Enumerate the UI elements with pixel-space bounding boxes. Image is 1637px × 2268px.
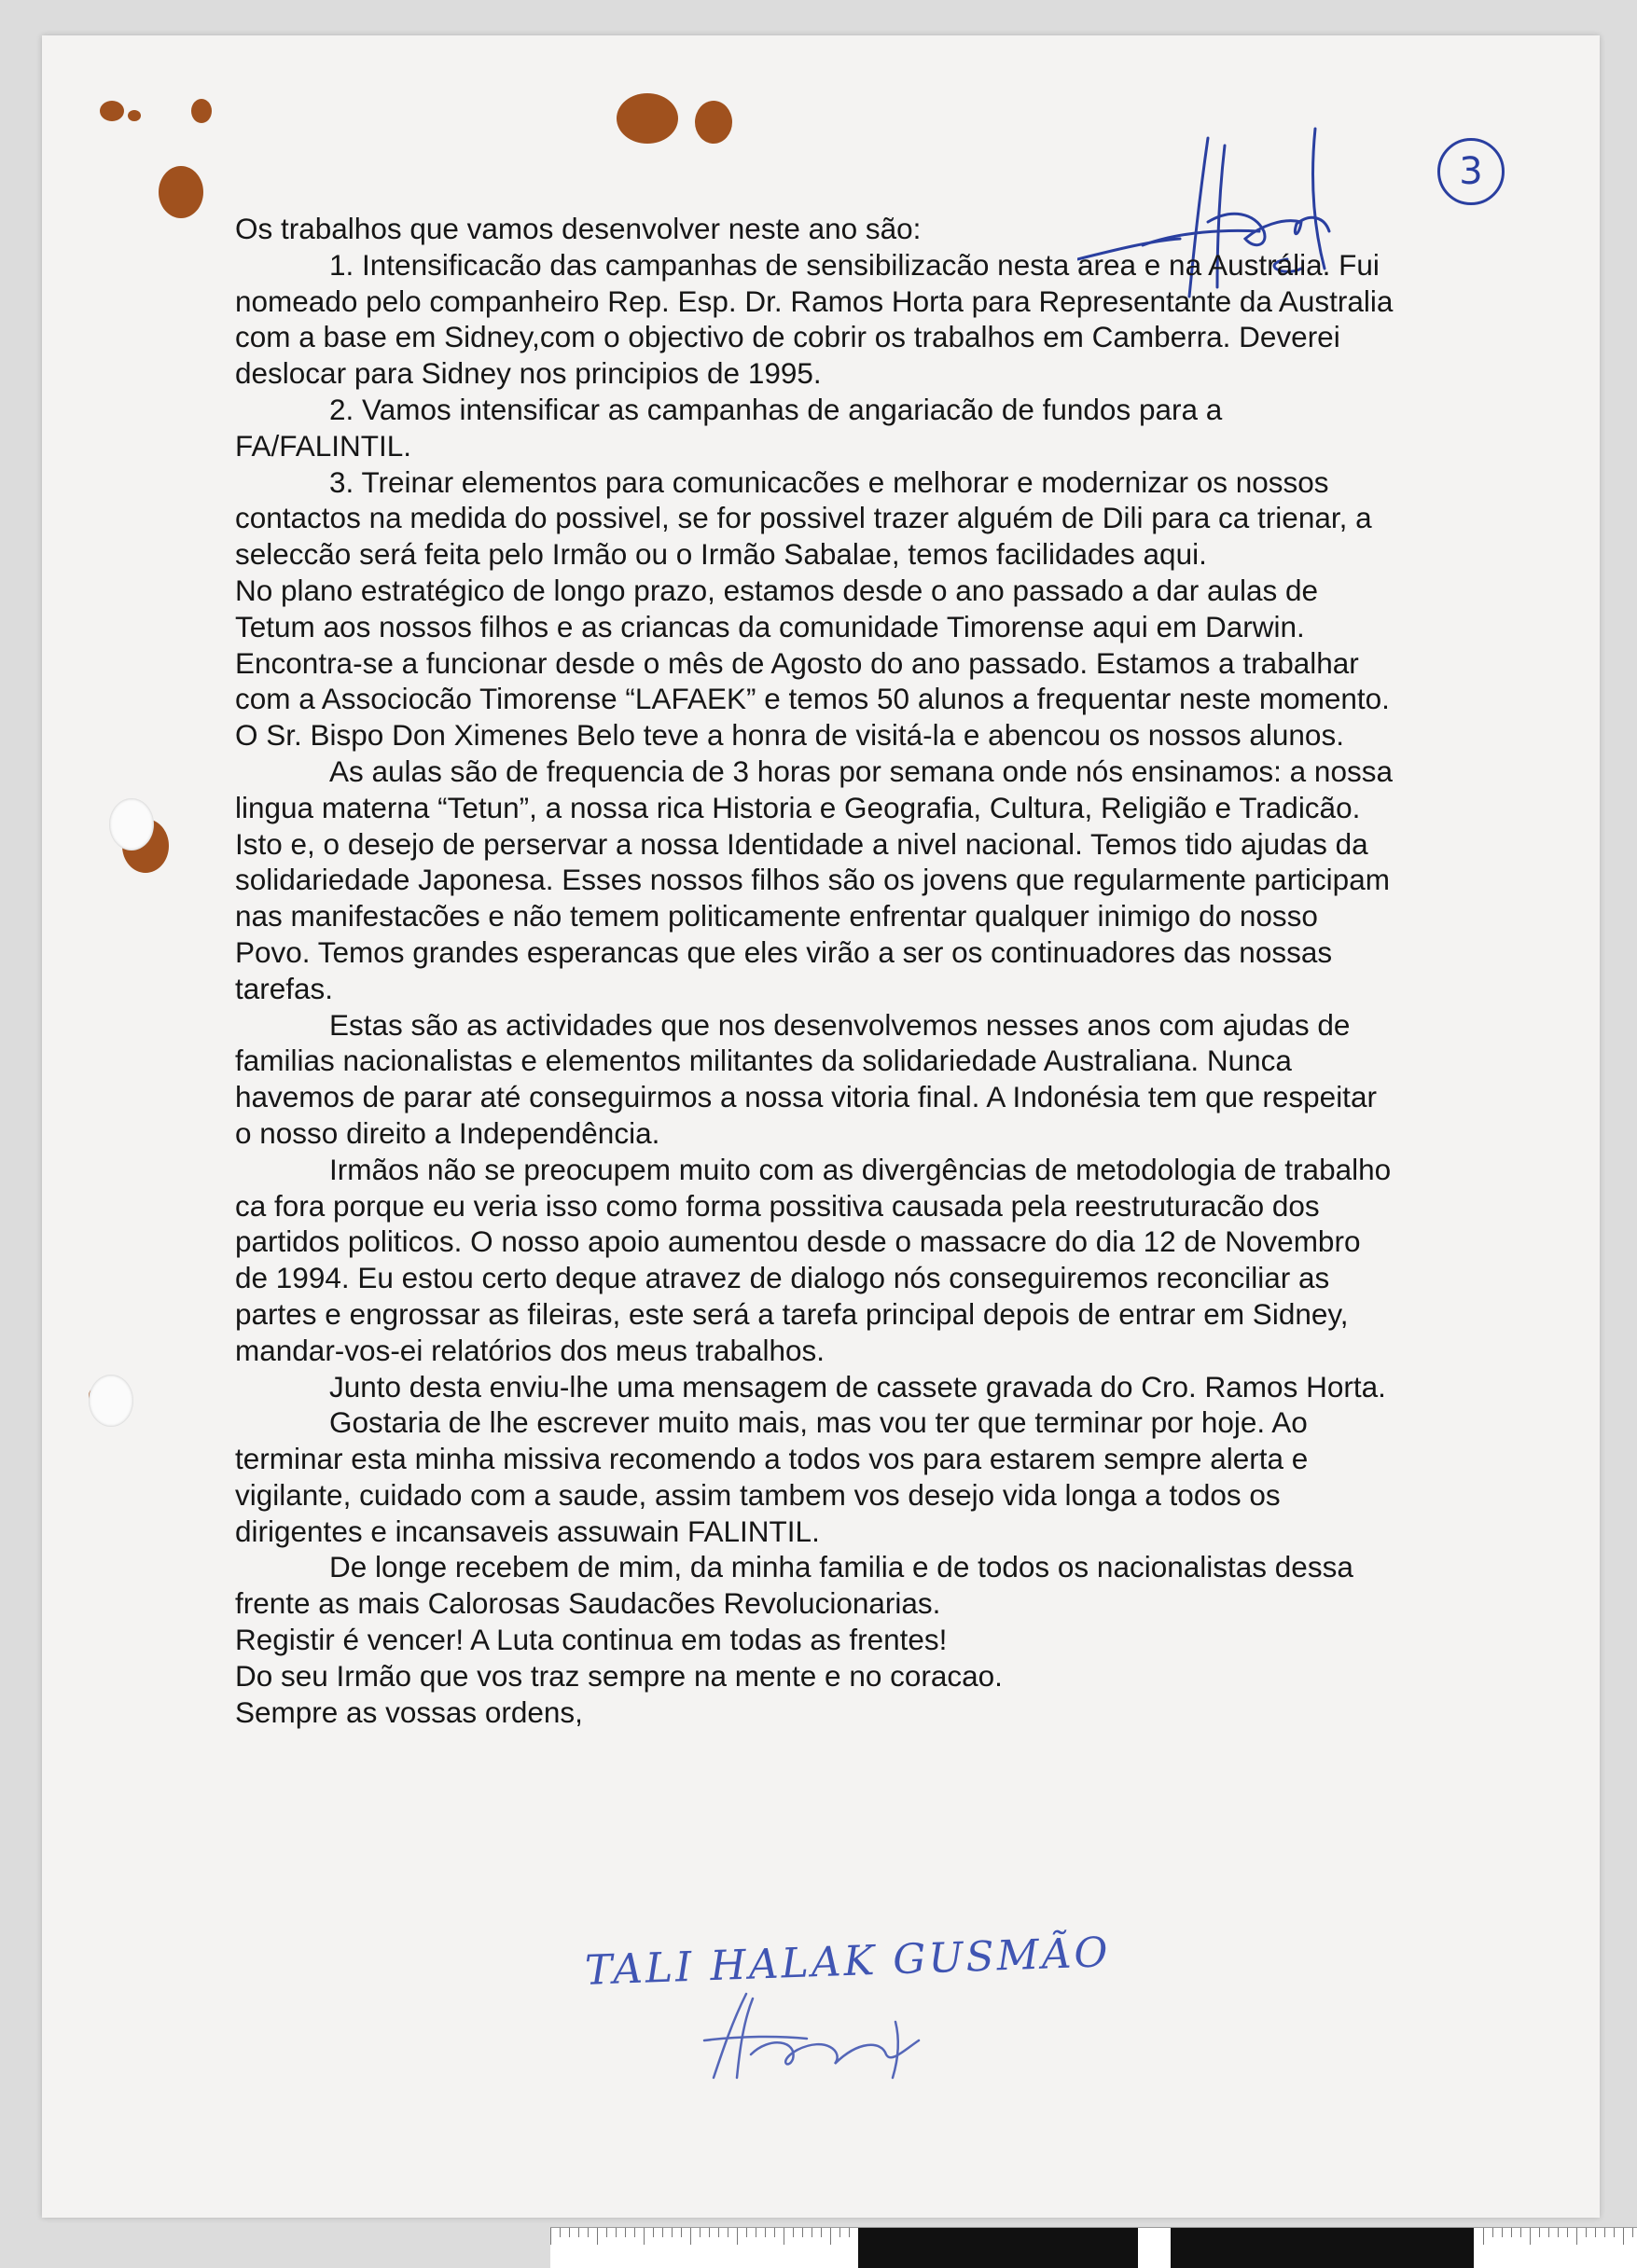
letter-paragraph: Estas são as actividades que nos desenvolvemos nesses anos com ajudas de familias nacionalistas e elementos militantes da solidariedade Australiana. Nunca havemos de parar até conseguirmos a nossa vitoria final. A Indonésia tem que respeitar o nosso direito a Independência. xyxy=(235,1007,1377,1150)
stain-mark xyxy=(191,99,212,123)
ruler-tick xyxy=(578,2228,579,2237)
ruler-tick xyxy=(1614,2228,1615,2237)
ruler-tick xyxy=(1548,2228,1549,2237)
letter-paragraph: Do seu Irmão que vos traz sempre na mente e no coracao. xyxy=(235,1658,1003,1693)
ruler-tick xyxy=(606,2228,607,2237)
ruler-tick xyxy=(700,2228,701,2237)
ruler-tick xyxy=(1604,2228,1605,2237)
ruler-tick xyxy=(709,2228,710,2237)
ruler-tick xyxy=(550,2228,551,2245)
ruler-tick xyxy=(746,2228,747,2237)
ruler-tick xyxy=(1483,2228,1484,2245)
ruler-tick xyxy=(653,2228,654,2237)
ruler-tick xyxy=(634,2228,635,2237)
ruler-block xyxy=(1171,2228,1474,2268)
ruler-tick xyxy=(1595,2228,1596,2237)
ruler-tick xyxy=(616,2228,617,2237)
ruler-tick xyxy=(1520,2228,1521,2237)
ruler-tick xyxy=(588,2228,589,2237)
ruler-tick xyxy=(1502,2228,1503,2237)
letter-paragraph: Junto desta enviu-lhe uma mensagem de cassete gravada do Cro. Ramos Horta. xyxy=(329,1369,1386,1404)
signature-bottom xyxy=(695,1984,937,2087)
ruler-tick xyxy=(821,2228,822,2237)
letter-paragraph: Os trabalhos que vamos desenvolver neste ano são: xyxy=(235,212,922,245)
ruler-tick xyxy=(1530,2228,1531,2245)
ruler-tick xyxy=(737,2228,738,2245)
letter-paragraph: De longe recebem de mim, da minha familia e de todos os nacionalistas dessa frente as mais Calorosas Saudacões Revolucionarias. xyxy=(235,1550,1353,1621)
ruler-tick xyxy=(597,2228,598,2245)
letter-paragraph: 3. Treinar elementos para comunicacões e melhorar e modernizar os nossos contactos na medida do possivel, se for possivel trazer alguém de Dili para ca trienar, a seleccão será feita pelo Irmão ou o Irmão Sabalae, temos facilidades aqui. xyxy=(235,464,1372,572)
stain-mark xyxy=(100,101,124,121)
ruler-tick xyxy=(765,2228,766,2237)
punch-hole xyxy=(89,1375,133,1427)
ruler-tick xyxy=(560,2228,561,2237)
ruler-tick xyxy=(774,2228,775,2237)
page-number: 3 xyxy=(1437,138,1505,205)
stain-mark xyxy=(159,166,203,218)
ruler-tick xyxy=(672,2228,673,2237)
ruler-tick xyxy=(1511,2228,1512,2237)
ruler-tick xyxy=(681,2228,682,2237)
letter-paragraph: 1. Intensificacão das campanhas de sensibilizacão nesta area e na Austrália. Fui nomeado pelo companheiro Rep. Esp. Dr. Ramos Horta para Representante da Australia com a base em Sidney,com o objectivo de cobrir os trabalhos em Camberra. Deverei deslocar para Sidney nos principios de 1995. xyxy=(235,247,1394,391)
ruler-tick xyxy=(1632,2228,1633,2237)
ruler-tick xyxy=(1623,2228,1624,2245)
ruler-block xyxy=(858,2228,1138,2268)
ruler-tick xyxy=(569,2228,570,2237)
letter-paragraph: Registir é vencer! A Luta continua em todas as frentes! xyxy=(235,1623,948,1657)
ruler-tick xyxy=(1576,2228,1577,2245)
scale-ruler xyxy=(550,2227,1637,2268)
ruler-tick xyxy=(690,2228,691,2245)
stain-mark xyxy=(617,93,678,144)
stain-mark xyxy=(695,101,732,144)
ruler-tick xyxy=(1558,2228,1559,2237)
letter-paragraph: 2. Vamos intensificar as campanhas de angariacão de fundos para a FA/FALINTIL. xyxy=(235,392,1223,463)
ruler-tick xyxy=(839,2228,840,2237)
ruler-tick xyxy=(625,2228,626,2237)
ruler-tick xyxy=(849,2228,850,2237)
ruler-tick xyxy=(802,2228,803,2237)
ruler-tick xyxy=(644,2228,645,2245)
handwritten-name: TALI HALAK GUSMÃO xyxy=(584,1929,1112,1995)
ruler-tick xyxy=(1492,2228,1493,2237)
punch-hole xyxy=(109,798,154,850)
stain-mark xyxy=(128,110,141,121)
ruler-tick xyxy=(830,2228,831,2245)
ruler-tick xyxy=(718,2228,719,2237)
ruler-tick xyxy=(1586,2228,1587,2237)
ruler-tick xyxy=(662,2228,663,2237)
ruler-tick xyxy=(793,2228,794,2237)
ruler-tick xyxy=(1539,2228,1540,2237)
letter-paragraph: No plano estratégico de longo prazo, estamos desde o ano passado a dar aulas de Tetum aos nossos filhos e as criancas da comunidade Timorense aqui em Darwin. Encontra-se a funcionar desde o mês de Agosto do ano passado. Estamos a trabalhar com a Associocão Timorense “LAFAEK” e temos 50 alunos a frequentar neste momento. O Sr. Bispo Don Ximenes Belo teve a honra de visitá-la e abencou os nossos alunos. xyxy=(235,573,1390,753)
letter-paragraph: Sempre as vossas ordens, xyxy=(235,1694,583,1729)
letter-paragraph: Gostaria de lhe escrever muito mais, mas vou ter que terminar por hoje. Ao terminar esta minha missiva recomendo a todos vos para estarem sempre alerta e vigilante, cuidado com a saude, assim tambem vos desejo vida longa a todos os dirigentes e incansaveis assuwain FALINTIL. xyxy=(235,1405,1309,1548)
letter-paragraph: Irmãos não se preocupem muito com as divergências de metodologia de trabalho ca fora porque eu veria isso como forma possitiva causada pela reestruturacão dos partidos politicos. O nosso apoio aumentou desde o massacre do dia 12 de Novembro de 1994. Eu estou certo deque atravez de dialogo nós conseguiremos reconciliar as partes e engrossar as fileiras, este será a tarefa principal depois de entrar em Sidney, mandar-vos-ei relatórios dos meus trabalhos. xyxy=(235,1152,1392,1367)
ruler-tick xyxy=(1567,2228,1568,2237)
letter-body xyxy=(235,211,1401,1730)
letter-paragraph: As aulas são de frequencia de 3 horas por semana onde nós ensinamos: a nossa lingua materna “Tetun”, a nossa rica Historia e Geografia, Cultura, Religião e Tradicão. Isto e, o desejo de perservar a nossa Identidade a nivel nacional. Temos tido ajudas da solidariedade Japonesa. Esses nossos filhos são os jovens que regularmente participam nas manifestacões e não temem politicamente enfrentar qualquer inimigo do nosso Povo. Temos grandes esperancas que eles virão a ser os continuadores das nossas tarefas. xyxy=(235,754,1393,1005)
